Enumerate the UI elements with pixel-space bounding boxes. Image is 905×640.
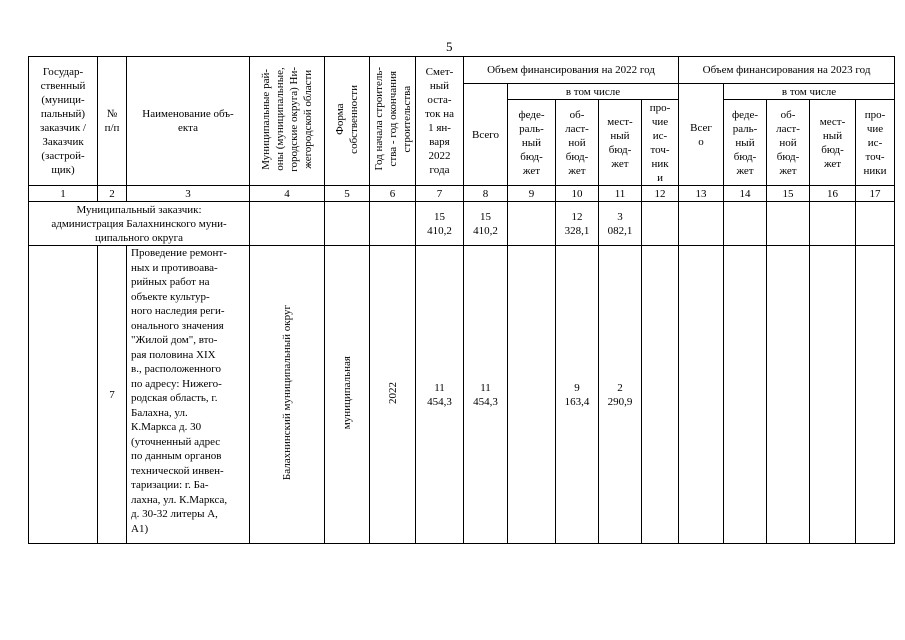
header-group-2023: Объем финансирования на 2023 год <box>679 57 895 84</box>
col-number: 4 <box>250 186 325 202</box>
header-num: № п/п <box>98 57 127 186</box>
object-district-cell <box>250 246 325 544</box>
col-number: 11 <box>599 186 642 202</box>
header-district-cell <box>250 57 325 186</box>
object-years: 2022 <box>386 381 399 404</box>
header-federal-2023: феде- раль- ный бюд- жет <box>724 100 767 186</box>
header-incl-2023: в том числе <box>724 84 895 100</box>
col-number: 1 <box>29 186 98 202</box>
empty-cell <box>724 202 767 246</box>
header-other-2023: про- чие ис- точ- ники <box>856 100 895 186</box>
col-number: 12 <box>642 186 679 202</box>
header-ownership-cell <box>325 57 370 186</box>
header-regional-2022: об- ласт- ной бюд- жет <box>556 100 599 186</box>
col-number: 5 <box>325 186 370 202</box>
col-number: 15 <box>767 186 810 202</box>
empty-cell <box>370 202 416 246</box>
customer-regional-2022: 12 328,1 <box>556 202 599 246</box>
header-total-2023: Всег о <box>679 84 724 186</box>
object-name: Проведение ремонт- ных и противоава- рийных работ на объекте культур- ного наследия реги- онального значения "Жилой дом", вто- рая половина XIX в., расположенного по адресу: Нижего- родская область, г. Балахна, ул. К.Маркса д. 30 (уточненный адрес по данным органов технической инвен- таризации: г. Ба- лахна, ул. К.Маркса, д. 30-32 литеры А, А1) <box>127 246 250 544</box>
column-numbers-row <box>29 186 895 202</box>
col-number: 17 <box>856 186 895 202</box>
col-number: 2 <box>98 186 127 202</box>
object-district: Балахнинский муниципальный округ <box>281 304 293 481</box>
header-local-2023: мест- ный бюд- жет <box>810 100 856 186</box>
header-total-2022: Всего <box>464 84 508 186</box>
header-ownership: Форма собственности <box>334 84 360 154</box>
customer-total-2022: 15 410,2 <box>464 202 508 246</box>
empty-cell <box>325 202 370 246</box>
object-total-2022: 11 454,3 <box>464 246 508 544</box>
header-other-2022: про- чие ис- точ- ник и <box>642 100 679 186</box>
col-number: 8 <box>464 186 508 202</box>
object-ownership: муниципальная <box>341 355 353 430</box>
header-customer: Государ- ственный (муници- пальный) заказчик / Заказчик (застрой- щик) <box>29 57 98 186</box>
empty-cell <box>29 246 98 544</box>
col-number: 14 <box>724 186 767 202</box>
object-row <box>29 246 895 544</box>
empty-cell <box>810 202 856 246</box>
header-object-name: Наименование объ- екта <box>127 57 250 186</box>
object-years-cell <box>370 246 416 544</box>
object-local-2022: 2 290,9 <box>599 246 642 544</box>
col-number: 6 <box>370 186 416 202</box>
empty-cell <box>679 246 724 544</box>
empty-cell <box>856 202 895 246</box>
header-federal-2022: феде- раль- ный бюд- жет <box>508 100 556 186</box>
object-number: 7 <box>98 246 127 544</box>
object-ownership-cell <box>325 246 370 544</box>
empty-cell <box>724 246 767 544</box>
empty-cell <box>810 246 856 544</box>
empty-cell <box>767 246 810 544</box>
page-number: 5 <box>446 39 453 54</box>
customer-local-2022: 3 082,1 <box>599 202 642 246</box>
object-estimate-balance: 11 454,3 <box>416 246 464 544</box>
col-number: 9 <box>508 186 556 202</box>
customer-estimate-balance: 15 410,2 <box>416 202 464 246</box>
customer-label: Муниципальный заказчик: администрация Балахнинского муни- ципального округа <box>29 202 250 246</box>
col-number: 16 <box>810 186 856 202</box>
header-estimate-balance: Смет- ный оста- ток на 1 ян- варя 2022 года <box>416 57 464 186</box>
empty-cell <box>642 202 679 246</box>
header-district: Муниципальные рай- оны (муниципальные, городские округа) Ни- жегородской области <box>260 66 314 172</box>
col-number: 7 <box>416 186 464 202</box>
empty-cell <box>767 202 810 246</box>
col-number: 10 <box>556 186 599 202</box>
header-group-2022: Объем финансирования на 2022 год <box>464 57 679 84</box>
col-number: 3 <box>127 186 250 202</box>
empty-cell <box>642 246 679 544</box>
header-local-2022: мест- ный бюд- жет <box>599 100 642 186</box>
empty-cell <box>679 202 724 246</box>
financing-table <box>28 56 895 544</box>
empty-cell <box>508 246 556 544</box>
header-incl-2022: в том числе <box>508 84 679 100</box>
col-number: 13 <box>679 186 724 202</box>
customer-row <box>29 202 895 246</box>
empty-cell <box>508 202 556 246</box>
empty-cell <box>856 246 895 544</box>
header-years-cell <box>370 57 416 186</box>
object-regional-2022: 9 163,4 <box>556 246 599 544</box>
empty-cell <box>250 202 325 246</box>
header-regional-2023: об- ласт- ной бюд- жет <box>767 100 810 186</box>
header-years: Год начала строитель- ства - год окончания строительства <box>372 67 413 171</box>
